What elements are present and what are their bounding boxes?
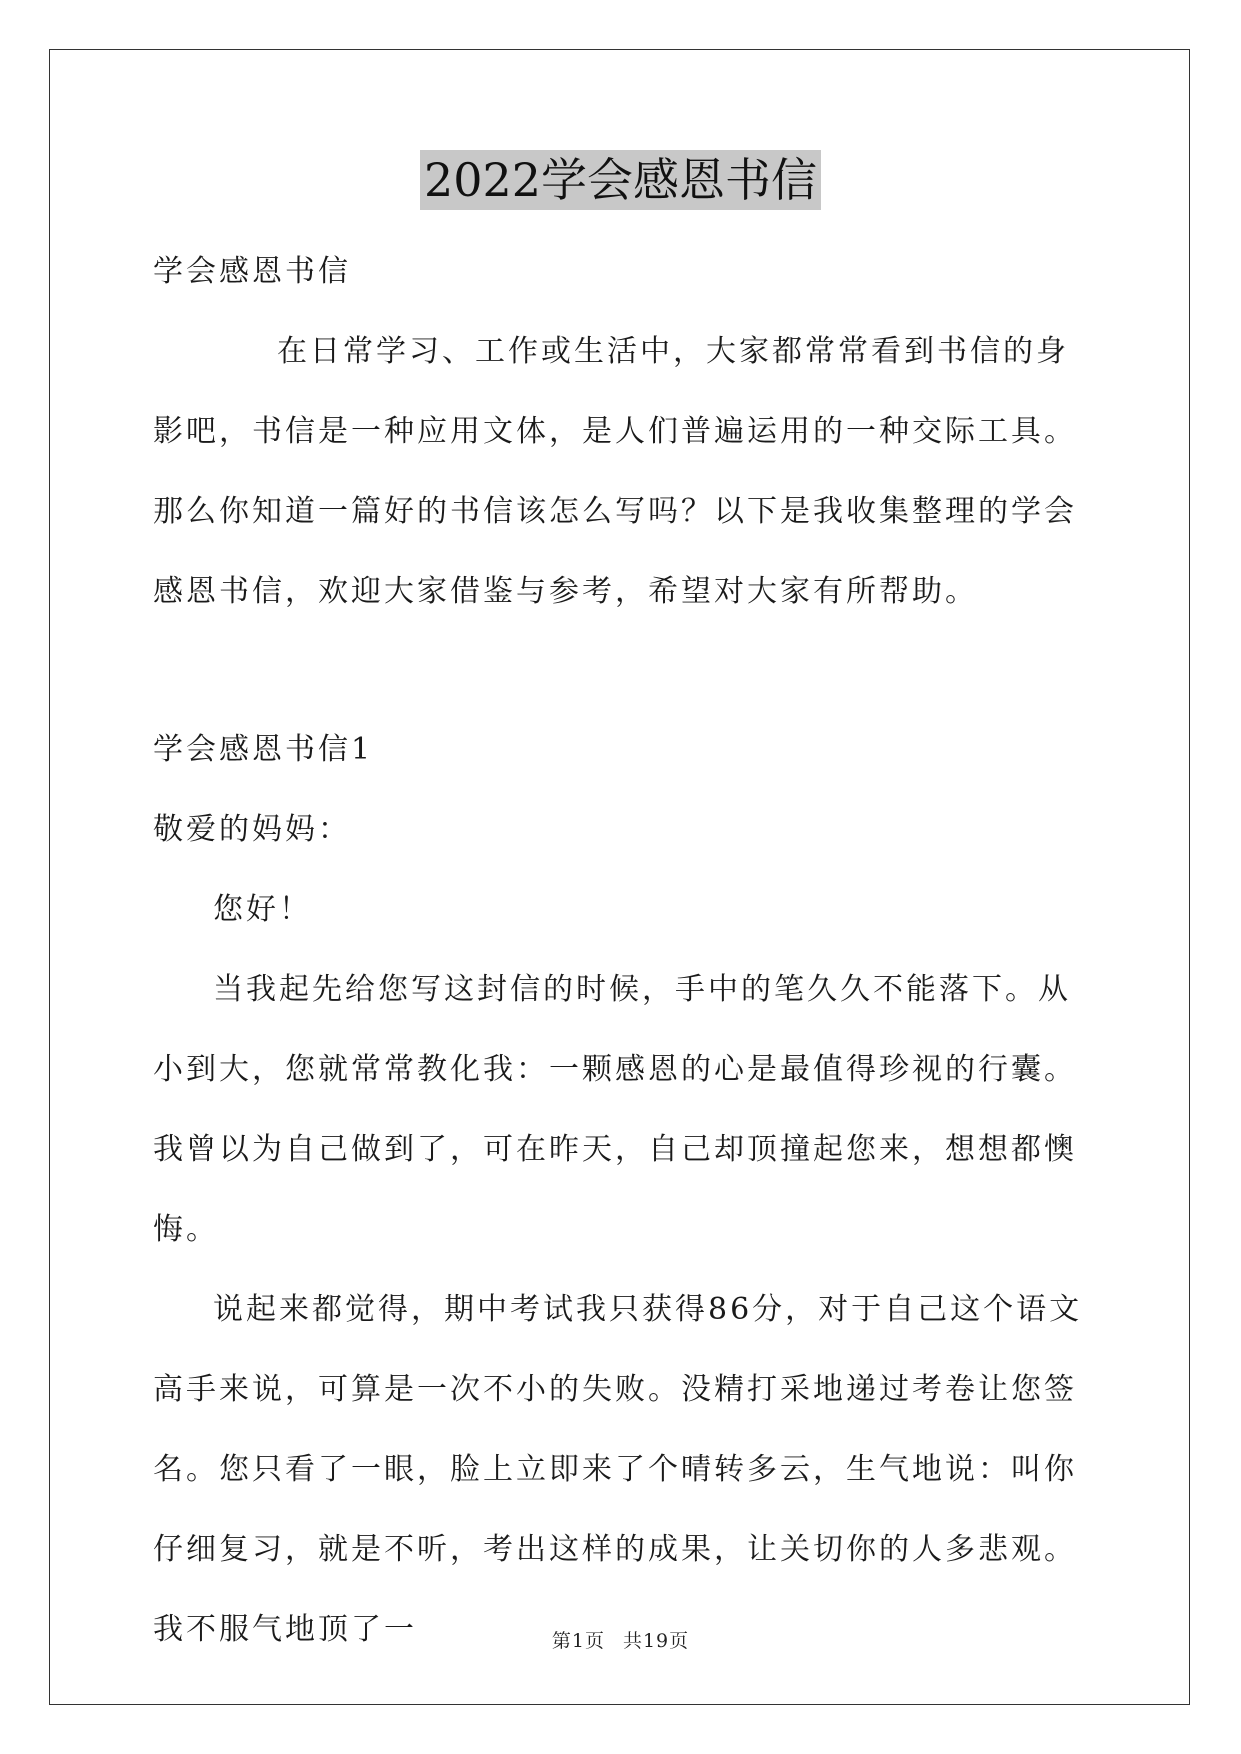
page-number: 第1页 <box>551 1630 605 1652</box>
title-container <box>0 150 1241 210</box>
page-total: 共19页 <box>622 1630 690 1652</box>
intro-paragraph: 在日常学习、工作或生活中，大家都常常看到书信的身影吧，书信是一种应用文体，是人们普遍运用的一种交际工具。那么你知道一篇好的书信该怎么写吗？以下是我收集整理的学会感恩书信，欢迎大家借鉴与参考，希望对大家有所帮助。 <box>153 334 1077 609</box>
spacer <box>153 632 1093 710</box>
salutation: 敬爱的妈妈： <box>153 812 351 847</box>
document-title: 2022学会感恩书信 <box>420 150 821 210</box>
page-footer <box>0 1626 1241 1653</box>
greeting: 您好！ <box>213 892 312 927</box>
body-paragraph-2: 说起来都觉得，期中考试我只获得86分，对于自己这个语文高手来说，可算是一次不小的失败。没精打采地递过考卷让您签名。您只看了一眼，脸上立即来了个晴转多云，生气地说：叫你仔细复习，就是不听，考出这样的成果，让关切你的人多悲观。我不服气地顶了一 <box>153 1292 1083 1647</box>
subheading: 学会感恩书信 <box>153 254 351 289</box>
body-paragraph-1: 当我起先给您写这封信的时候，手中的笔久久不能落下。从小到大，您就常常教化我：一颗感恩的心是最值得珍视的行囊。我曾以为自己做到了，可在昨天，自己却顶撞起您来，想想都懊悔。 <box>153 972 1077 1247</box>
section-title: 学会感恩书信1 <box>153 732 374 767</box>
document-body <box>153 232 1093 1670</box>
